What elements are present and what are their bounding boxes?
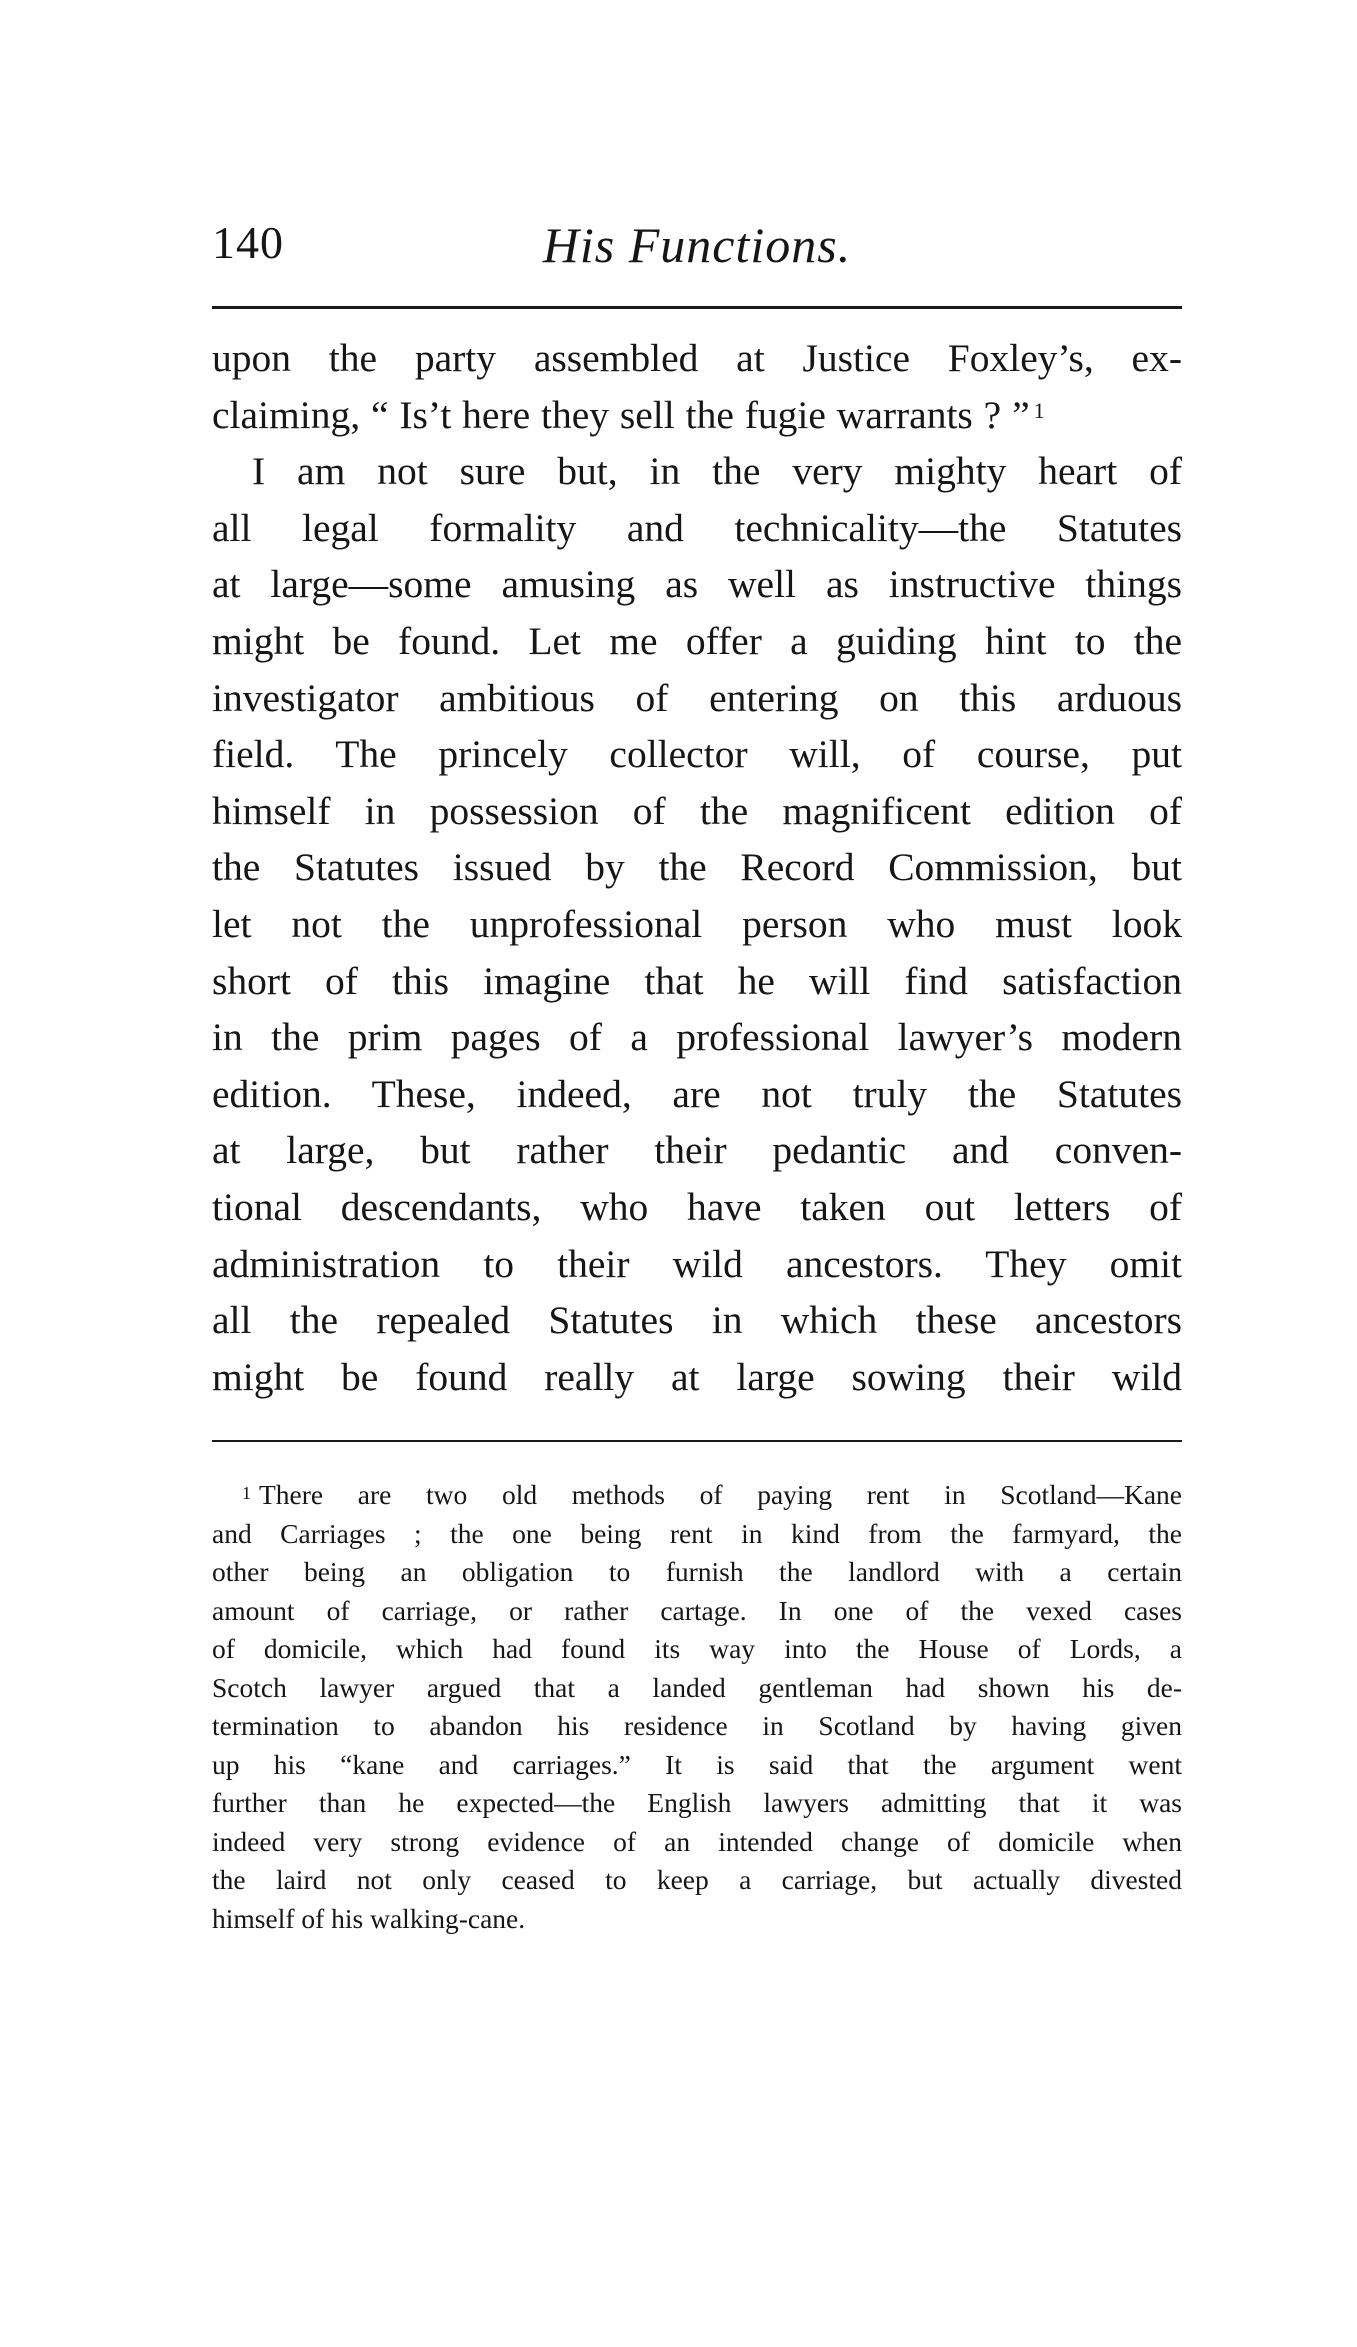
text-line: the Statutes issued by the Record Commission, but [212,845,1182,890]
footnote-first-line [212,1476,1182,1515]
paragraph-start-line: I am not sure but, in the very mighty heart of [252,449,1182,494]
text-line: might be found really at large sowing their wild [212,1354,1182,1399]
text-line: upon the party assembled at Justice Foxley’s, ex- [212,336,1182,380]
footnote-line: himself of his walking-cane. [212,1902,526,1934]
text-line: short of this imagine that he will find satisfaction [212,958,1182,1003]
footnote-reference: 1 [1033,397,1045,423]
text-line: edition. These, indeed, are not truly the Statutes [212,1071,1182,1116]
footnote [212,1476,1182,1938]
footnote-line: indeed very strong evidence of an intended change of domicile when [212,1825,1182,1857]
text-line: claiming, “ Is’t here they sell the fugie warrants ? ” [212,392,1030,437]
text-line: at large, but rather their pedantic and conven- [212,1128,1182,1173]
footnote-line: the laird not only ceased to keep a carriage, but actually divested [212,1864,1182,1895]
text-line: all the repealed Statutes in which these ancestors [212,1298,1182,1343]
footnote-line: of domicile, which had found its way into the House of Lords, a [212,1633,1182,1664]
footnote-line: other being an obligation to furnish the landlord with a certain [212,1556,1182,1587]
footnote-line: up his “kane and carriages.” It is said that the argument went [212,1748,1182,1780]
footnote-line: There are two old methods of paying rent in Scotland—Kane [259,1479,1182,1510]
text-line: investigator ambitious of entering on this arduous [212,675,1182,720]
running-title: His Functions. [542,217,852,273]
text-line: all legal formality and technicality—the Statutes [212,505,1182,550]
footnote-line: amount of carriage, or rather cartage. In one of the vexed cases [212,1594,1182,1626]
text-line: let not the unprofessional person who must look [212,901,1182,946]
text-line: might be found. Let me offer a guiding hint to the [212,618,1182,663]
text-line: tional descendants, who have taken out letters of [212,1184,1182,1229]
text-line: at large—some amusing as well as instructive things [212,562,1182,607]
header-rule [212,306,1182,309]
text-line: field. The princely collector will, of course, put [212,732,1182,777]
text-line: in the prim pages of a professional lawyer’s modern [212,1015,1182,1060]
footnote-marker: 1 [242,1483,251,1503]
page-number: 140 [212,217,284,268]
footnote-rule [212,1440,1182,1442]
text-line: administration to their wild ancestors. They omit [212,1241,1182,1286]
footnote-line: further than he expected—the English lawyers admitting that it was [212,1787,1182,1818]
text-line-with-footnote-ref [212,387,1182,444]
page-header [212,216,1182,286]
footnote-line: Scotch lawyer argued that a landed gentleman had shown his de- [212,1671,1182,1703]
main-text [212,330,1182,1405]
text-line: himself in possession of the magnificent edition of [212,788,1182,833]
footnote-line: termination to abandon his residence in Scotland by having given [212,1710,1182,1741]
footnote-line: and Carriages ; the one being rent in kind from the farmyard, the [212,1517,1182,1549]
